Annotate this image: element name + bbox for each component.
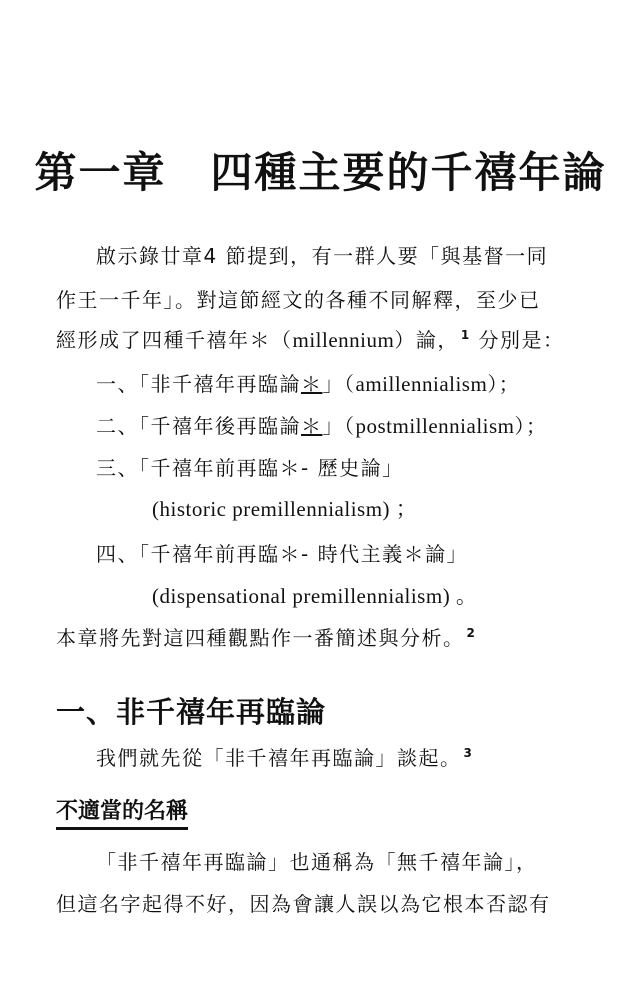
intro-line-3 [56,324,565,353]
view-1-label: 一、「非千禧年再臨論 [96,372,301,396]
view-item-4-latin: (dispensational premillennialism) 。 [152,584,478,608]
section-lead-text: 我們就先從「非千禧年再臨論」談起。 [96,746,462,770]
summary-text: 本章將先對這四種觀點作一番簡述與分析。 [56,626,465,650]
footnote-ref-2[interactable]: 2 [466,626,477,640]
view-1-close: 」（ [322,372,356,396]
glossary-mark[interactable]: ＊ [301,372,323,396]
intro-line-3-text: 經形成了四種千禧年＊（ [56,328,293,352]
view-2-close: 」（ [322,414,356,438]
section-heading: 一、非千禧年再臨論 [56,695,327,729]
view-2-suffix: ）； [514,414,548,438]
glossary-mark[interactable]: ＊ [301,414,323,438]
view-item-4: 四、「千禧年前再臨＊- 時代主義＊論」 [96,542,469,566]
section-lead [96,742,473,771]
intro-line-1: 啟示錄廿章4 節提到，有一群人要「與基督一同 [96,244,549,268]
subsection-heading: 不適當的名稱 [56,794,188,830]
footnote-ref-1[interactable]: 1 [460,328,471,342]
view-1-latin: amillennialism [355,372,488,396]
intro-latin-term: millennium [292,328,395,352]
intro-line-2: 作王一千年」。對這節經文的各種不同解釋，至少已 [56,288,541,312]
subsection-line-1: 「非千禧年再臨論」也通稱為「無千禧年論」， [96,850,538,874]
chapter-title: 第一章 四種主要的千禧年論 [34,148,607,197]
footnote-ref-3[interactable]: 3 [463,746,474,760]
intro-line-3-text-b: ）論， [394,328,459,352]
view-2-label: 二、「千禧年後再臨論 [96,414,301,438]
view-1-suffix: ）； [487,372,521,396]
view-item-2 [96,410,548,439]
view-item-3: 三、「千禧年前再臨＊- 歷史論」 [96,456,404,480]
subsection-line-2: 但這名字起得不好，因為會讓人誤以為它根本否認有 [56,892,551,916]
summary-line [56,622,476,651]
intro-line-3-text-c: 分別是： [470,328,565,352]
view-item-3-latin: (historic premillennialism) ； [152,497,418,521]
view-item-1 [96,368,520,397]
view-2-latin: postmillennialism [355,414,515,438]
